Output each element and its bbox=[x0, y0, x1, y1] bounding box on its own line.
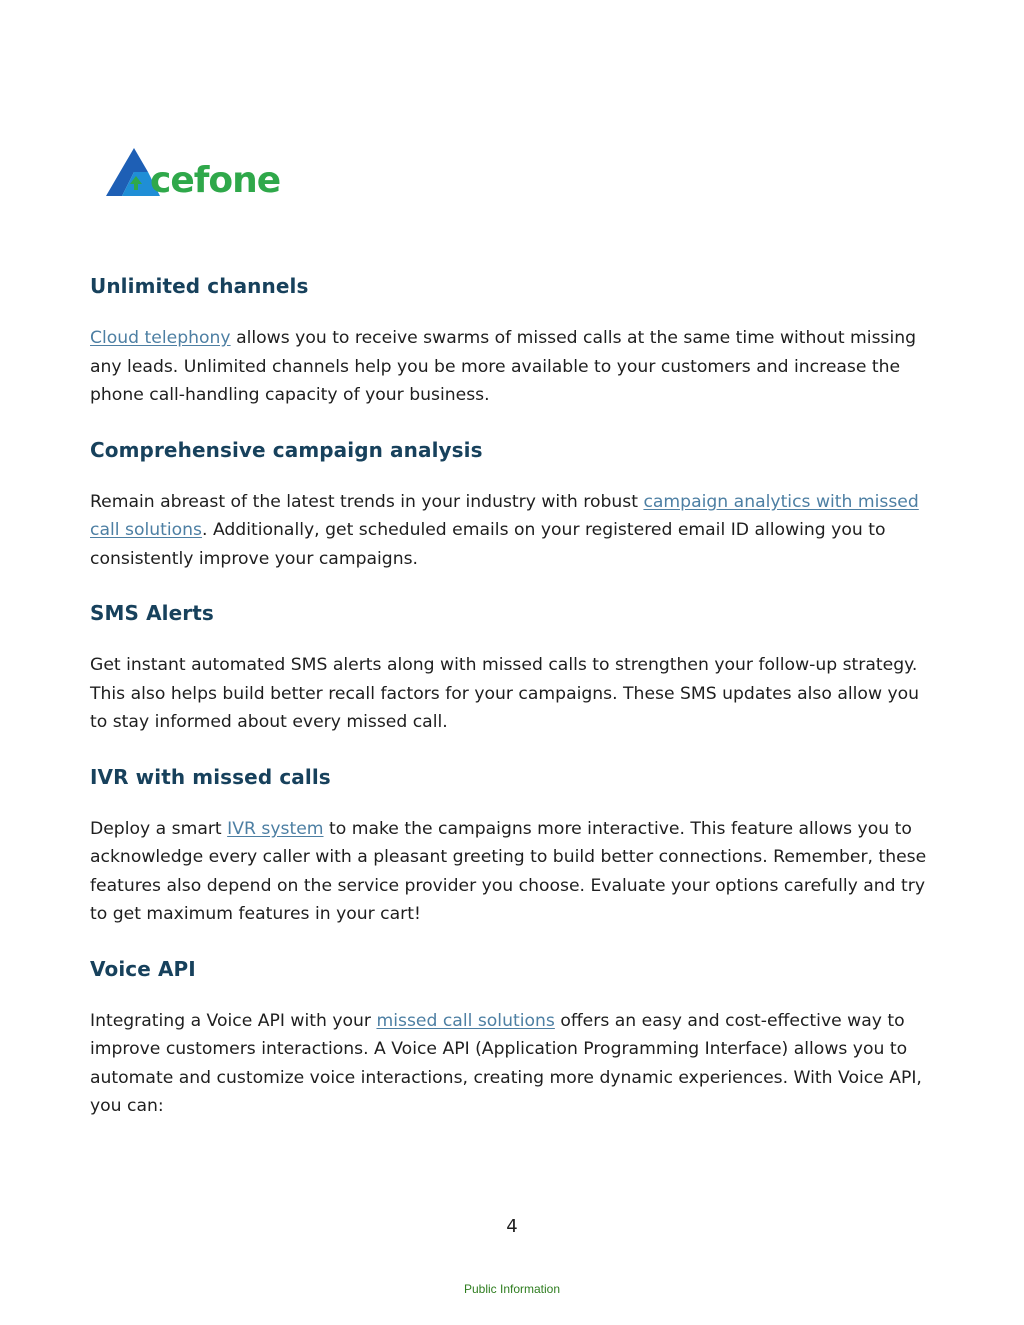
page-number: 4 bbox=[506, 1216, 518, 1237]
paragraph-voice-api: Integrating a Voice API with your missed call solutions offers an easy and cost-effective way to improve customers interactions. A Voice API (Application Programming Interface) allows you to automate and customize voice interactions, creating more dynamic experiences. With Voice API, you can: bbox=[90, 1010, 922, 1116]
heading-ivr-missed-calls: IVR with missed calls bbox=[90, 764, 331, 789]
cloud-telephony-link[interactable]: Cloud telephony bbox=[90, 328, 231, 348]
classification-label: Public Information bbox=[463, 1282, 561, 1296]
acefone-logo bbox=[104, 146, 280, 202]
paragraph-unlimited-channels: Cloud telephony allows you to receive swarms of missed calls at the same time without missing any leads. Unlimited channels help you be more available to your customers and increase the phone call-handling capacity of your business. bbox=[90, 328, 917, 405]
missed-call-solutions-link[interactable]: missed call solutions bbox=[376, 1010, 555, 1031]
heading-campaign-analysis: Comprehensive campaign analysis bbox=[90, 437, 483, 462]
heading-sms-alerts: SMS Alerts bbox=[90, 601, 214, 625]
paragraph-campaign-analysis: Remain abreast of the latest trends in your industry with robust campaign analytics with missed call solutions. Additionally, get scheduled emails on your registered email ID allowing you to consistently improve your campaigns. bbox=[90, 491, 919, 569]
heading-unlimited-channels: Unlimited channels bbox=[90, 274, 309, 298]
campaign-analytics-link[interactable]: campaign analytics with missed call solutions bbox=[90, 491, 919, 540]
paragraph-ivr-missed-calls: Deploy a smart IVR system to make the campaigns more interactive. This feature allows you to acknowledge every caller with a pleasant greeting to build better connections. Remember, these features also depend on the service provider you choose. Evaluate your options carefully and try to get maximum features in your cart! bbox=[90, 818, 927, 924]
paragraph-sms-alerts: Get instant automated SMS alerts along with missed calls to strengthen your follow-up strategy. This also helps build better recall factors for your campaigns. These SMS updates also allow you to stay informed about every missed call. bbox=[90, 655, 920, 732]
ivr-system-link[interactable]: IVR system bbox=[227, 818, 324, 839]
heading-voice-api: Voice API bbox=[90, 956, 196, 981]
document-body bbox=[90, 270, 930, 1145]
logo-wordmark: cefone bbox=[150, 160, 280, 201]
